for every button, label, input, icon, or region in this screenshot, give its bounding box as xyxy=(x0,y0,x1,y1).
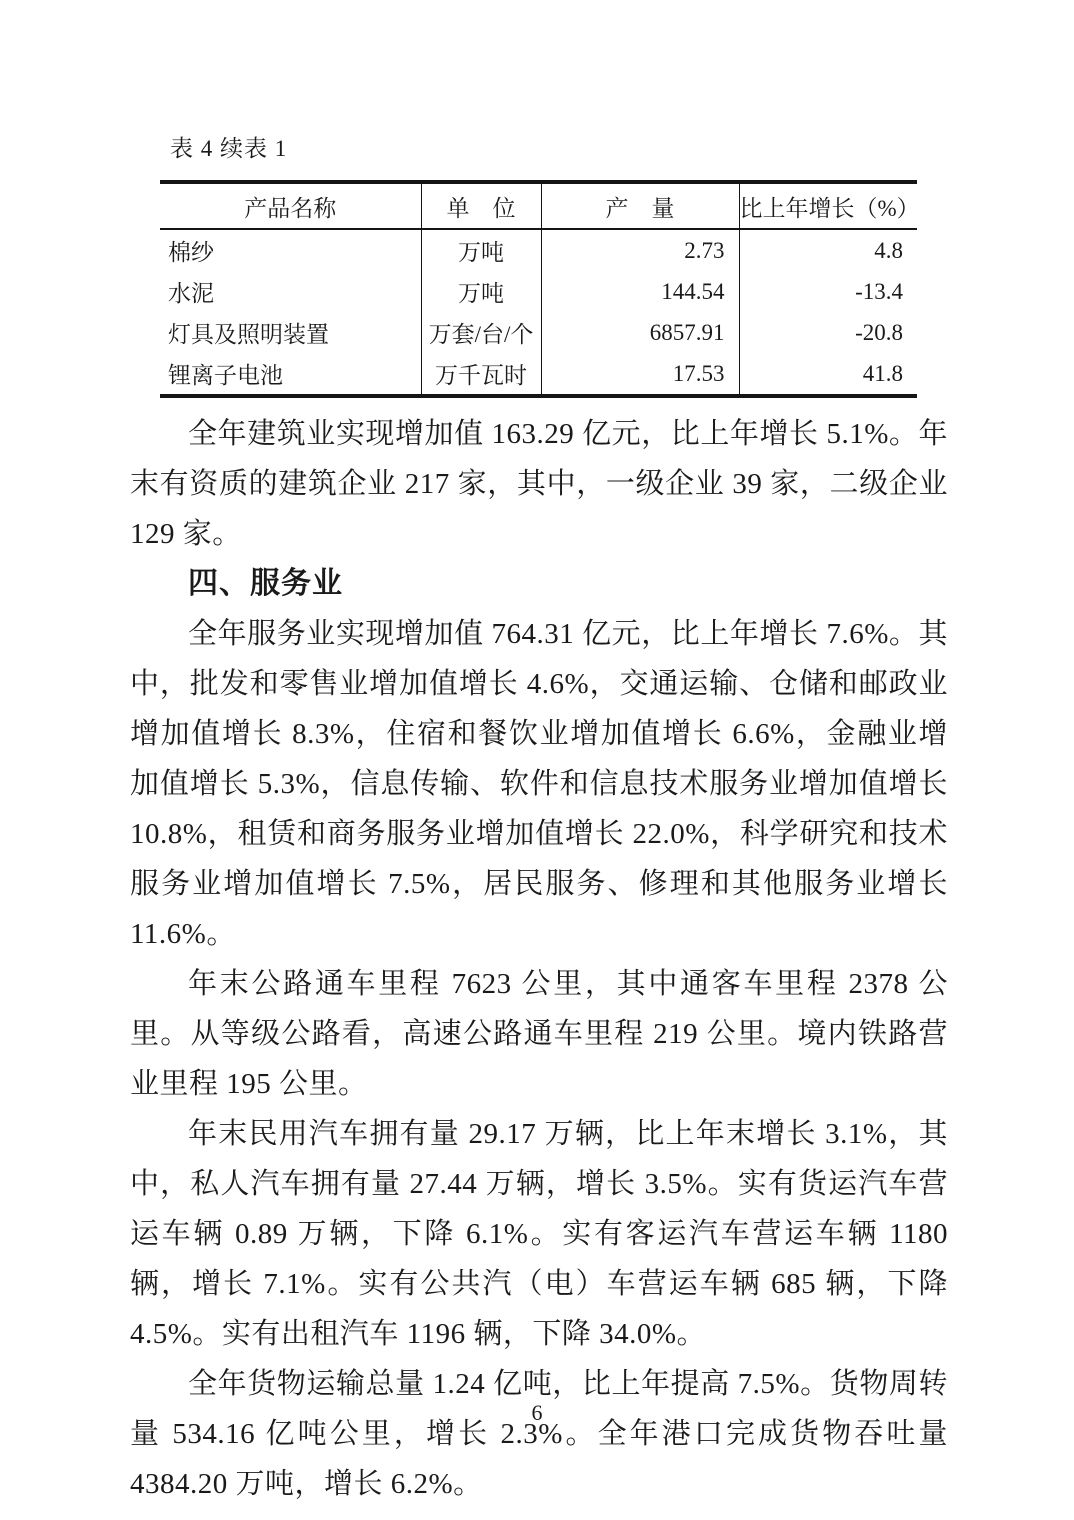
column-header-unit: 单 位 xyxy=(421,182,541,229)
column-header-growth: 比上年增长（%） xyxy=(739,182,917,229)
paragraph-vehicles: 年末民用汽车拥有量 29.17 万辆，比上年末增长 3.1%，其中，私人汽车拥有量 27.44 万辆，增长 3.5%。实有货运汽车营运车辆 0.89 万辆，下降 6.1%。实有客运汽车营运车辆 1180 辆，增长 7.1%。实有公共汽（电）车营运车辆 685 辆，下降 4.5%。实有出租汽车 1196 辆，下降 34.0%。 xyxy=(130,1118,948,1350)
table-row xyxy=(160,312,917,353)
product-name-cell: 棉纱 xyxy=(160,229,421,271)
paragraph-services: 全年服务业实现增加值 764.31 亿元，比上年增长 7.6%。其中，批发和零售业增加值增长 4.6%，交通运输、仓储和邮政业增加值增长 8.3%，住宿和餐饮业增加值增长 6.6%，金融业增加值增长 5.3%，信息传输、软件和信息技术服务业增加值增长 10.8%，租赁和商务服务业增加值增长 22.0%，科学研究和技术服务业增加值增长 7.5%，居民服务、修理和其他服务业增长 11.6%。 xyxy=(130,618,948,950)
output-cell: 144.54 xyxy=(541,271,739,312)
page-content xyxy=(130,133,948,1509)
paragraph-cargo: 全年货物运输总量 1.24 亿吨，比上年提高 7.5%。货物周转量 534.16 亿吨公里，增长 2.3%。全年港口完成货物吞吐量 4384.20 万吨，增长 6.2%。 xyxy=(130,1368,948,1500)
column-header-product-name: 产品名称 xyxy=(160,182,421,229)
growth-cell: 4.8 xyxy=(874,237,903,263)
body-text xyxy=(130,409,948,1509)
output-cell: 6857.91 xyxy=(541,312,739,353)
unit-cell: 万吨 xyxy=(421,229,541,271)
paragraph-construction: 全年建筑业实现增加值 163.29 亿元，比上年增长 5.1%。年末有资质的建筑企业 217 家，其中，一级企业 39 家，二级企业 129 家。 xyxy=(130,418,948,550)
column-header-output: 产 量 xyxy=(541,182,739,229)
output-cell: 17.53 xyxy=(541,353,739,396)
unit-cell: 万千瓦时 xyxy=(421,353,541,396)
product-name-cell: 水泥 xyxy=(160,271,421,312)
table-header xyxy=(160,182,920,229)
table-title: 表 4 续表 1 xyxy=(170,136,288,161)
section-heading-services: 四、服务业 xyxy=(188,567,343,600)
growth-cell: -20.8 xyxy=(855,319,903,345)
table-row xyxy=(160,229,917,271)
product-output-table xyxy=(160,180,920,398)
growth-cell: 41.8 xyxy=(862,360,903,386)
table-header-row xyxy=(160,182,917,229)
paragraph-roads: 年末公路通车里程 7623 公里，其中通客车里程 2378 公里。从等级公路看，高速公路通车里程 219 公里。境内铁路营业里程 195 公里。 xyxy=(130,968,948,1100)
table-row xyxy=(160,353,917,396)
table-body xyxy=(160,229,917,396)
output-cell: 2.73 xyxy=(541,229,739,271)
product-name-cell: 灯具及照明装置 xyxy=(160,312,421,353)
table-row xyxy=(160,271,917,312)
unit-cell: 万套/台/个 xyxy=(421,312,541,353)
page-number: 6 xyxy=(531,1400,543,1425)
growth-cell: -13.4 xyxy=(855,278,903,304)
product-name-cell: 锂离子电池 xyxy=(160,353,421,396)
unit-cell: 万吨 xyxy=(421,271,541,312)
